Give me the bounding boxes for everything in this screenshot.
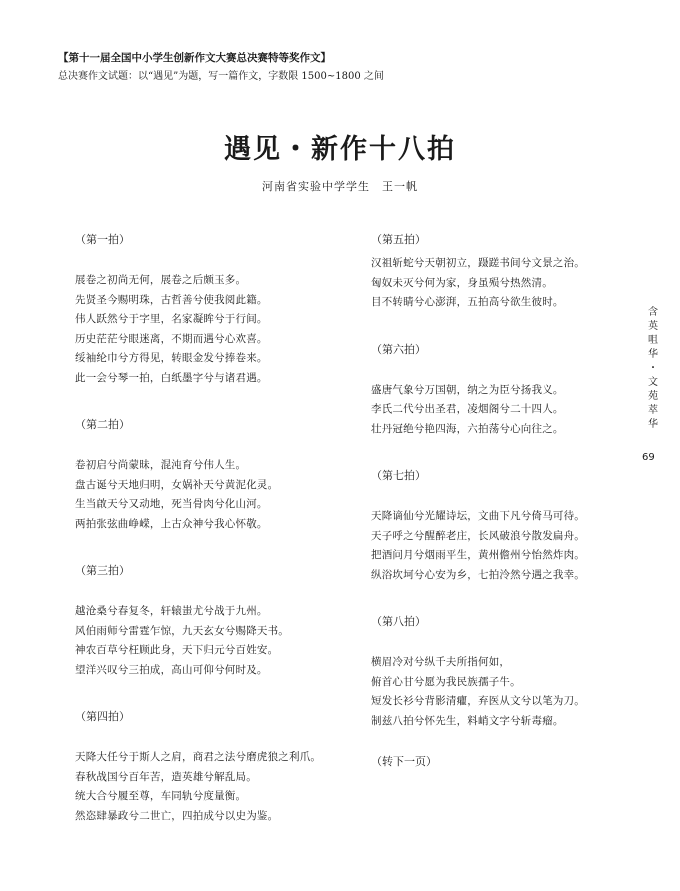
verse-line: 越沧桑兮春复冬，轩辕蚩尤兮战于九州。: [75, 605, 268, 617]
page-number: 69: [642, 452, 655, 463]
verse-line: 短发长衫兮背影清癯，弃医从文兮以笔为刀。: [371, 695, 585, 707]
verse-line: 神农百草兮枉顾此身，天下归元兮百姓安。: [75, 644, 279, 656]
verse-line: 盛唐气象兮万国朝，纳之为臣兮扬我义。: [371, 383, 564, 396]
stanza-heading: （第一拍）: [75, 233, 130, 246]
verse-line: 然恣肆暴政兮二世亡，四拍成兮以史为鉴。: [75, 809, 279, 822]
verse-line: 统大合兮履至尊，车同轨兮度量衡。: [75, 790, 247, 802]
exam-prompt: 总决赛作文试题：以“遇见”为题，写一篇作文，字数限 1500~1800 之间: [58, 71, 384, 82]
stanza-heading: （第三拍）: [75, 564, 130, 577]
section-sidebar: [646, 306, 660, 432]
stanza-1: [75, 225, 350, 388]
stanza-4: [75, 702, 350, 826]
stanza-3: [75, 556, 350, 680]
verse-line: 展卷之初尚无何，展卷之后颇玉多。: [75, 274, 247, 286]
verse-line: 风伯雨师兮雷霆乍惊，九天玄女兮赐降天书。: [75, 624, 289, 637]
verse-line: 伟人跃然兮于字里，名家凝眸兮于行间。: [75, 313, 268, 325]
verse-line: 先贤圣今赐明珠，古哲善兮使我阅此籍。: [75, 293, 268, 306]
verse-line: 春秋战国兮百年苦，造英雄兮解乱局。: [75, 770, 257, 783]
sidebar-char: 华: [648, 419, 658, 430]
verse-line: 把酒问月兮烟雨平生，黄州儋州兮怡然炸肉。: [371, 549, 585, 561]
continued-note: （转下一页）: [371, 755, 437, 768]
verse-line: 盘古诞兮天地归明，女娲补天兮黄泥化灵。: [75, 478, 279, 491]
stanza-8: [371, 607, 633, 731]
verse-line: 生当啟天兮又动地，死当骨肉兮化山河。: [75, 498, 268, 510]
left-column: [75, 225, 350, 848]
stanza-heading: （第二拍）: [75, 418, 130, 431]
stanza-5: [371, 225, 633, 313]
verse-line: 天子呼之兮醒醉老庄，长风破浪兮散发扁舟。: [371, 529, 585, 542]
sidebar-char: 萃: [648, 405, 658, 416]
verse-line: 匈奴未灭兮何为家，身虽殒兮热然清。: [371, 276, 553, 289]
stanza-heading: （第五拍）: [371, 233, 426, 246]
verse-line: 绥袖纶巾兮方得见，转眼金发兮捧卷来。: [75, 352, 268, 364]
verse-line: 汉祖斩蛇兮天朝初立，蹑蹉书间兮文景之治。: [371, 257, 585, 269]
sidebar-char: 英: [648, 321, 658, 332]
verse-line: 纵浴坎坷兮心安为乡，七拍泠然兮遇之我幸。: [371, 568, 585, 581]
verse-line: 历史茫茫兮眼迷离，不期而遇兮心欢喜。: [75, 332, 268, 345]
stanza-heading: （第四拍）: [75, 710, 130, 723]
article-title: 遇见・新作十八拍: [224, 134, 456, 165]
verse-line: 横眉冷对兮纵千夫所指何如，: [371, 656, 511, 668]
verse-line: 天降谪仙兮光耀诗坛，文曲下凡兮倚马可待。: [371, 510, 585, 522]
sidebar-char: 文: [648, 377, 658, 388]
right-column: [371, 225, 633, 769]
stanza-7: [371, 461, 633, 585]
sidebar-char: 咀: [648, 335, 658, 346]
verse-line: 俯首心甘兮愿为我民族孺子牛。: [371, 675, 521, 688]
verse-line: 望洋兴叹兮三拍成，高山可仰兮何时及。: [75, 663, 268, 676]
sidebar-char: 华: [648, 349, 658, 360]
verse-line: 制兹八拍兮怀先生，料峭文字兮斩毒瘤。: [371, 714, 564, 727]
verse-line: 天降大任兮于斯人之肩，商君之法兮磨虎狼之利爪。: [75, 751, 322, 763]
verse-line: 两拍张弦曲峥嵘，上古众神兮我心怀敬。: [75, 517, 268, 530]
stanza-2: [75, 410, 350, 534]
verse-line: 卷初启兮尚蒙昧，混沌育兮伟人生。: [75, 459, 247, 471]
sidebar-char: 苑: [648, 391, 658, 402]
verse-line: 此一会兮琴一拍，白纸墨字兮与诸君遇。: [75, 371, 268, 384]
verse-line: 壮丹冠绝兮艳四海，六拍荡兮心向往之。: [371, 422, 564, 435]
stanza-heading: （第七拍）: [371, 469, 426, 482]
stanza-heading: （第六拍）: [371, 342, 426, 356]
award-banner: 【第十一届全国中小学生创新作文大赛总决赛特等奖作文】: [58, 52, 331, 64]
sidebar-char: ・: [648, 363, 658, 374]
verse-line: 目不转睛兮心澎湃，五拍高兮欲生彼时。: [371, 296, 564, 308]
stanza-heading: （第八拍）: [371, 615, 426, 628]
stanza-6: [371, 335, 633, 440]
article-header: [58, 48, 518, 86]
sidebar-char: 含: [648, 307, 658, 318]
verse-line: 李氏二代兮出圣君，凌烟阁兮二十四人。: [371, 403, 564, 415]
author-byline: 河南省实验中学学生 王一帆: [262, 180, 418, 193]
